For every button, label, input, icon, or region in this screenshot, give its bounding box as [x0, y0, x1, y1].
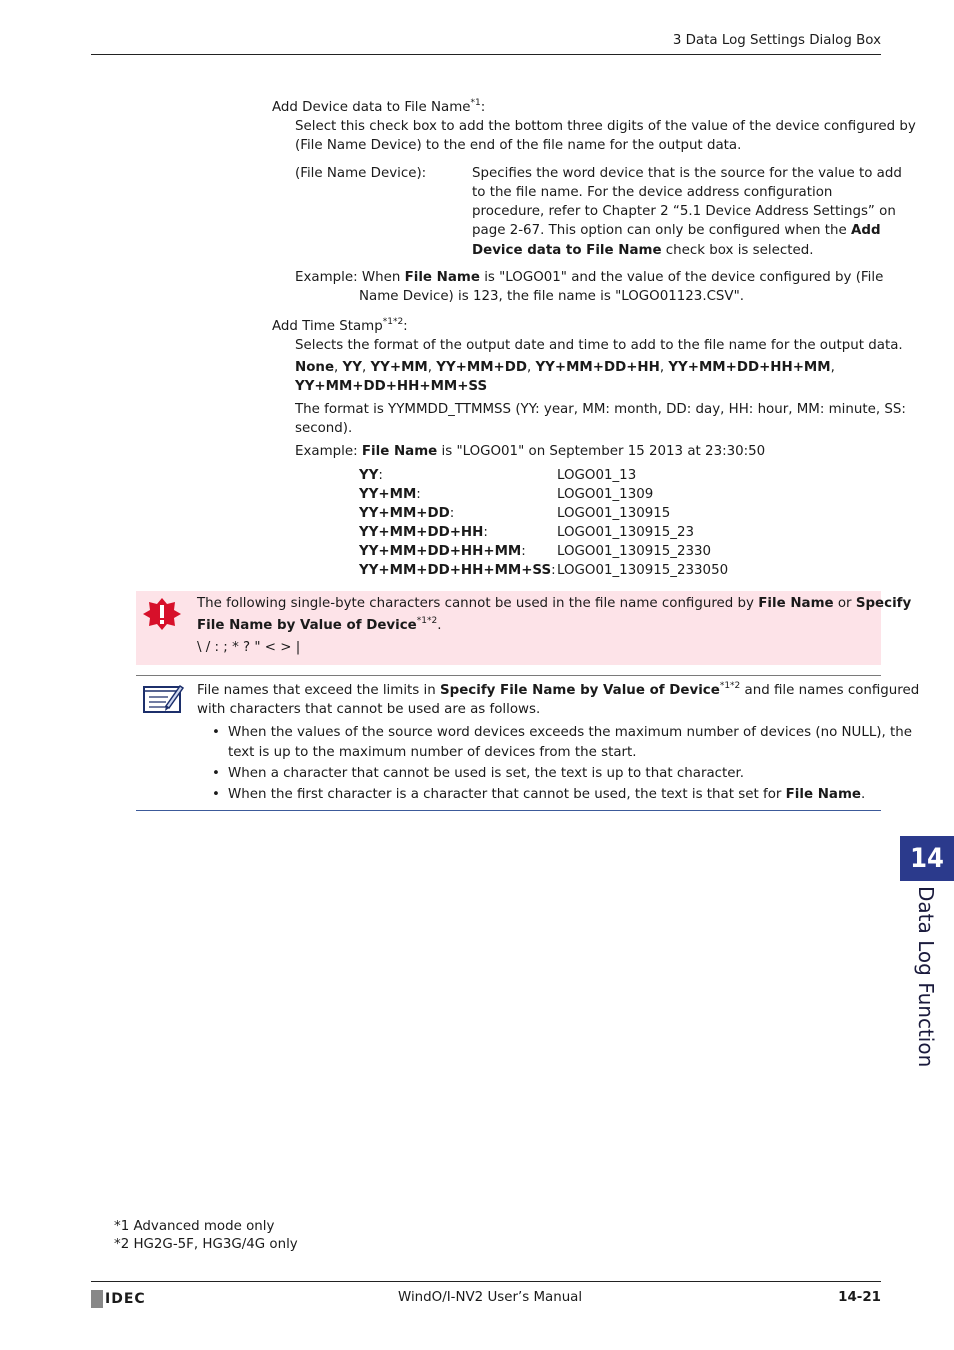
time-stamp-desc: Selects the format of the output date and time to add to the file name for the output data.	[295, 338, 903, 353]
example-result-value: LOGO01_130915	[557, 506, 671, 521]
example-separator: :	[551, 563, 556, 578]
note-box	[136, 675, 920, 811]
param-desc-5: Device data to File Name check box is selected.	[472, 243, 814, 258]
option-separator: ,	[659, 360, 669, 375]
footnote-2: *2 HG2G-5F, HG3G/4G only	[114, 1237, 298, 1252]
add-device-example-2: Name Device) is 123, the file name is "LOGO01123.CSV".	[359, 289, 745, 304]
idec-logo: IDEC	[91, 1290, 146, 1308]
example-row	[359, 504, 671, 523]
example-row	[359, 561, 729, 580]
time-stamp-option: YY+MM+DD+HH+MM	[668, 360, 831, 375]
add-device-example-1: Example: When File Name is "LOGO01" and the value of the device configured by (File	[295, 270, 884, 285]
note-line-2: with characters that cannot be used are as follows.	[197, 702, 541, 717]
time-stamp-label: Add Time Stamp$^{*1*2}$:	[272, 317, 408, 334]
page-number: 14-21	[838, 1290, 881, 1305]
note-line-1: File names that exceed the limits in Specify File Name by Value of Device$^{*1*2}$ and file names configured	[197, 681, 920, 698]
example-separator: :	[521, 544, 526, 559]
example-format-key: YY	[359, 468, 379, 483]
example-result-value: LOGO01_130915_233050	[557, 563, 729, 578]
note-bullet-2: • When a character that cannot be used is set, the text is up to that character.	[212, 766, 745, 781]
logo-mark-icon	[91, 1290, 103, 1308]
warning-line-1: The following single-byte characters cannot be used in the file name configured by File Name or Specify	[197, 596, 912, 611]
option-separator: ,	[830, 360, 835, 375]
option-separator: ,	[361, 360, 371, 375]
example-format-key: YY+MM+DD+HH	[359, 525, 484, 540]
example-separator: :	[449, 506, 455, 521]
warning-icon	[142, 597, 182, 631]
param-desc-2: to the file name. For the device address configuration	[472, 185, 833, 200]
manual-title: WindO/I-NV2 User’s Manual	[398, 1290, 583, 1305]
footnote-1: *1 Advanced mode only	[114, 1219, 275, 1234]
notepad-icon	[142, 682, 184, 714]
warning-line-2: File Name by Value of Device$^{*1*2}$.	[197, 616, 442, 633]
time-stamp-format-1: The format is YYMMDD_TTMMSS (YY: year, MM: month, DD: day, HH: hour, MM: minute, SS:	[295, 402, 906, 417]
option-separator: ,	[526, 360, 536, 375]
example-format-key: YY+MM	[359, 487, 417, 502]
running-header: 3 Data Log Settings Dialog Box	[672, 33, 881, 48]
example-result-value: LOGO01_130915_2330	[557, 544, 712, 559]
note-bullet-1a: • When the values of the source word devices exceeds the maximum number of devices (no NULL), the	[212, 725, 912, 740]
time-stamp-format-2: second).	[295, 421, 353, 436]
time-stamp-example: Example: File Name is "LOGO01" on September 15 2013 at 23:30:50	[295, 444, 766, 459]
time-stamp-options-2: YY+MM+DD+HH+MM+SS	[295, 379, 488, 394]
example-result-value: LOGO01_1309	[557, 487, 654, 502]
option-separator: ,	[334, 360, 343, 375]
param-name: (File Name Device):	[295, 166, 427, 181]
add-device-label: Add Device data to File Name$^{*1}$:	[272, 98, 486, 115]
add-device-desc-2: (File Name Device) to the end of the file name for the output data.	[295, 138, 742, 153]
example-format-key: YY+MM+DD	[359, 506, 450, 521]
time-stamp-options-1	[295, 358, 835, 377]
example-separator: :	[378, 468, 383, 483]
time-stamp-option: None	[295, 360, 335, 375]
option-separator: ,	[427, 360, 437, 375]
example-row	[359, 466, 637, 485]
example-row	[359, 485, 654, 504]
param-desc-4: page 2-67. This option can only be configured when the Add	[472, 223, 881, 238]
header-rule	[91, 54, 881, 55]
note-bullet-1b: text is up to the maximum number of devices from the start.	[228, 745, 637, 760]
footer-rule	[91, 1281, 881, 1282]
note-bullet-3: • When the first character is a character that cannot be used, the text is that set for File Name.	[212, 787, 866, 802]
example-format-key: YY+MM+DD+HH+MM+SS	[359, 563, 552, 578]
param-desc-3: procedure, refer to Chapter 2 “5.1 Device Address Settings” on	[472, 204, 896, 219]
example-result-value: LOGO01_130915_23	[557, 525, 695, 540]
time-stamp-option: YY	[342, 360, 362, 375]
example-separator: :	[416, 487, 421, 502]
warning-box	[136, 591, 912, 665]
example-format-key: YY+MM+DD+HH+MM	[359, 544, 522, 559]
warning-chars: \ / : ; * ? " < > |	[197, 640, 301, 655]
example-row	[359, 523, 695, 542]
add-device-desc-1: Select this check box to add the bottom three digits of the value of the device configured by	[295, 119, 916, 134]
example-separator: :	[483, 525, 488, 540]
param-desc-1: Specifies the word device that is the source for the value to add	[472, 166, 902, 181]
chapter-number-tab: 14	[900, 836, 954, 881]
example-result-value: LOGO01_13	[557, 468, 637, 483]
example-row	[359, 542, 712, 561]
chapter-side-label: Data Log Function	[914, 886, 938, 1068]
time-stamp-option: YY+MM	[370, 360, 428, 375]
time-stamp-option: YY+MM+DD+HH	[535, 360, 660, 375]
time-stamp-option: YY+MM+DD	[436, 360, 527, 375]
